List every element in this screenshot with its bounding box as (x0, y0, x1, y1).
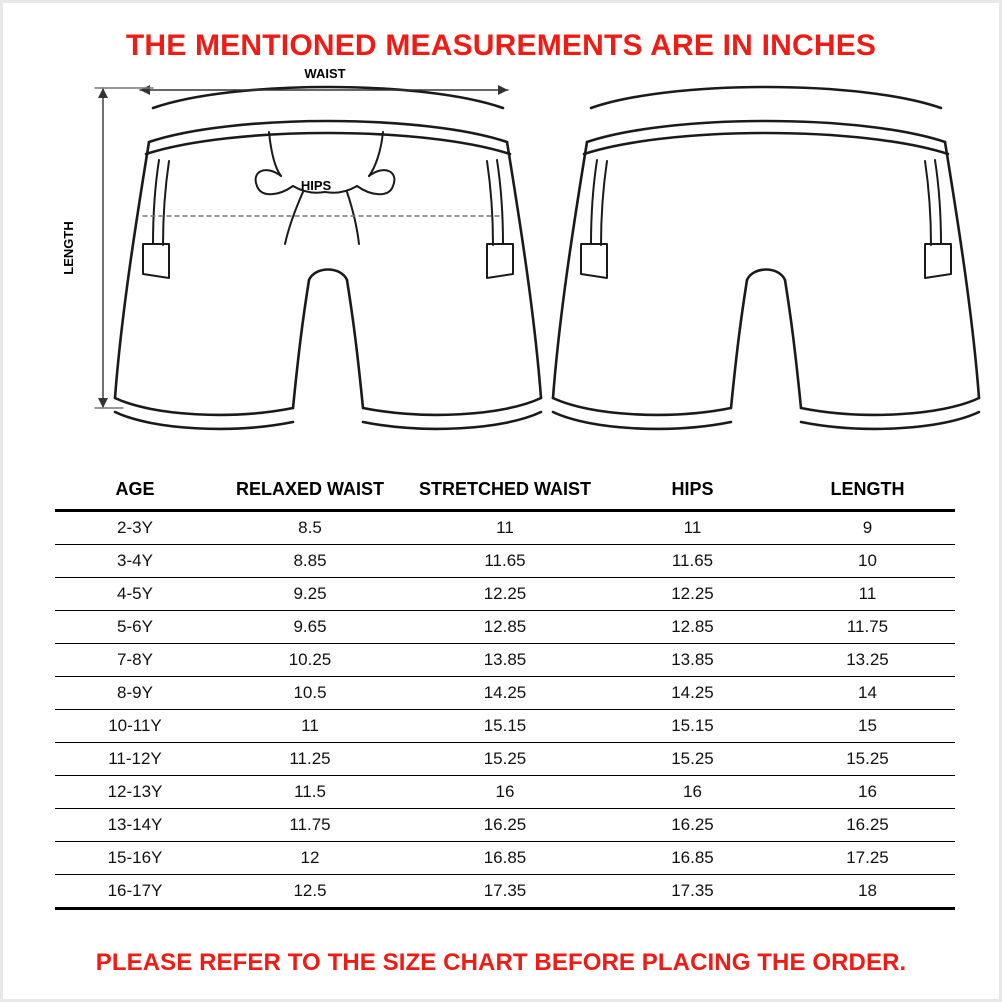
cell-stretched-waist: 11.65 (405, 545, 605, 578)
front-shorts-illustration (115, 87, 541, 429)
cell-length: 9 (780, 511, 955, 545)
footer (3, 949, 999, 977)
cell-age: 13-14Y (55, 809, 215, 842)
cell-age: 11-12Y (55, 743, 215, 776)
table-row (55, 875, 955, 909)
cell-length: 11 (780, 578, 955, 611)
cell-age: 8-9Y (55, 677, 215, 710)
cell-length: 16.25 (780, 809, 955, 842)
cell-stretched-waist: 15.25 (405, 743, 605, 776)
cell-hips: 13.85 (605, 644, 780, 677)
size-chart-table (55, 473, 955, 910)
cell-relaxed-waist: 9.25 (215, 578, 405, 611)
header (3, 3, 999, 62)
cell-length: 18 (780, 875, 955, 909)
length-label: LENGTH (61, 221, 76, 275)
cell-age: 7-8Y (55, 644, 215, 677)
cell-relaxed-waist: 11 (215, 710, 405, 743)
cell-age: 4-5Y (55, 578, 215, 611)
cell-stretched-waist: 15.15 (405, 710, 605, 743)
cell-hips: 16.85 (605, 842, 780, 875)
hips-label: HIPS (300, 178, 332, 193)
cell-stretched-waist: 12.85 (405, 611, 605, 644)
cell-stretched-waist: 17.35 (405, 875, 605, 909)
cell-hips: 16 (605, 776, 780, 809)
cell-hips: 16.25 (605, 809, 780, 842)
cell-relaxed-waist: 8.5 (215, 511, 405, 545)
cell-age: 5-6Y (55, 611, 215, 644)
cell-hips: 12.85 (605, 611, 780, 644)
table-row (55, 611, 955, 644)
cell-length: 10 (780, 545, 955, 578)
cell-relaxed-waist: 8.85 (215, 545, 405, 578)
cell-length: 13.25 (780, 644, 955, 677)
table-row (55, 644, 955, 677)
cell-stretched-waist: 13.85 (405, 644, 605, 677)
cell-age: 16-17Y (55, 875, 215, 909)
column-header-hips: HIPS (605, 473, 780, 511)
cell-age: 2-3Y (55, 511, 215, 545)
cell-relaxed-waist: 10.25 (215, 644, 405, 677)
cell-length: 14 (780, 677, 955, 710)
table-row (55, 842, 955, 875)
cell-length: 17.25 (780, 842, 955, 875)
shorts-diagram (3, 68, 1002, 448)
back-shorts-illustration (553, 87, 979, 429)
cell-hips: 12.25 (605, 578, 780, 611)
cell-stretched-waist: 16 (405, 776, 605, 809)
waist-label: WAIST (304, 68, 346, 81)
page-title: THE MENTIONED MEASUREMENTS ARE IN INCHES (125, 29, 877, 62)
cell-age: 12-13Y (55, 776, 215, 809)
cell-hips: 15.15 (605, 710, 780, 743)
cell-length: 15.25 (780, 743, 955, 776)
cell-hips: 17.35 (605, 875, 780, 909)
cell-age: 15-16Y (55, 842, 215, 875)
table-row (55, 809, 955, 842)
column-header-age: AGE (55, 473, 215, 511)
cell-hips: 14.25 (605, 677, 780, 710)
cell-stretched-waist: 16.85 (405, 842, 605, 875)
table-row (55, 677, 955, 710)
cell-age: 10-11Y (55, 710, 215, 743)
cell-relaxed-waist: 10.5 (215, 677, 405, 710)
table-header-row (55, 473, 955, 511)
cell-stretched-waist: 12.25 (405, 578, 605, 611)
cell-relaxed-waist: 11.25 (215, 743, 405, 776)
cell-hips: 11.65 (605, 545, 780, 578)
table-row (55, 545, 955, 578)
table-row (55, 511, 955, 545)
column-header-relaxed-waist: RELAXED WAIST (215, 473, 405, 511)
footer-note: PLEASE REFER TO THE SIZE CHART BEFORE PLACING THE ORDER. (95, 949, 907, 976)
cell-hips: 11 (605, 511, 780, 545)
table-row (55, 776, 955, 809)
cell-stretched-waist: 14.25 (405, 677, 605, 710)
table-body (55, 511, 955, 909)
column-header-stretched-waist: STRETCHED WAIST (405, 473, 605, 511)
table-row (55, 578, 955, 611)
cell-relaxed-waist: 12 (215, 842, 405, 875)
cell-relaxed-waist: 11.75 (215, 809, 405, 842)
cell-relaxed-waist: 12.5 (215, 875, 405, 909)
cell-length: 15 (780, 710, 955, 743)
table-row (55, 710, 955, 743)
size-table-container (55, 473, 955, 910)
cell-stretched-waist: 16.25 (405, 809, 605, 842)
cell-length: 16 (780, 776, 955, 809)
cell-stretched-waist: 11 (405, 511, 605, 545)
cell-length: 11.75 (780, 611, 955, 644)
cell-hips: 15.25 (605, 743, 780, 776)
cell-relaxed-waist: 9.65 (215, 611, 405, 644)
column-header-length: LENGTH (780, 473, 955, 511)
cell-relaxed-waist: 11.5 (215, 776, 405, 809)
cell-age: 3-4Y (55, 545, 215, 578)
table-row (55, 743, 955, 776)
